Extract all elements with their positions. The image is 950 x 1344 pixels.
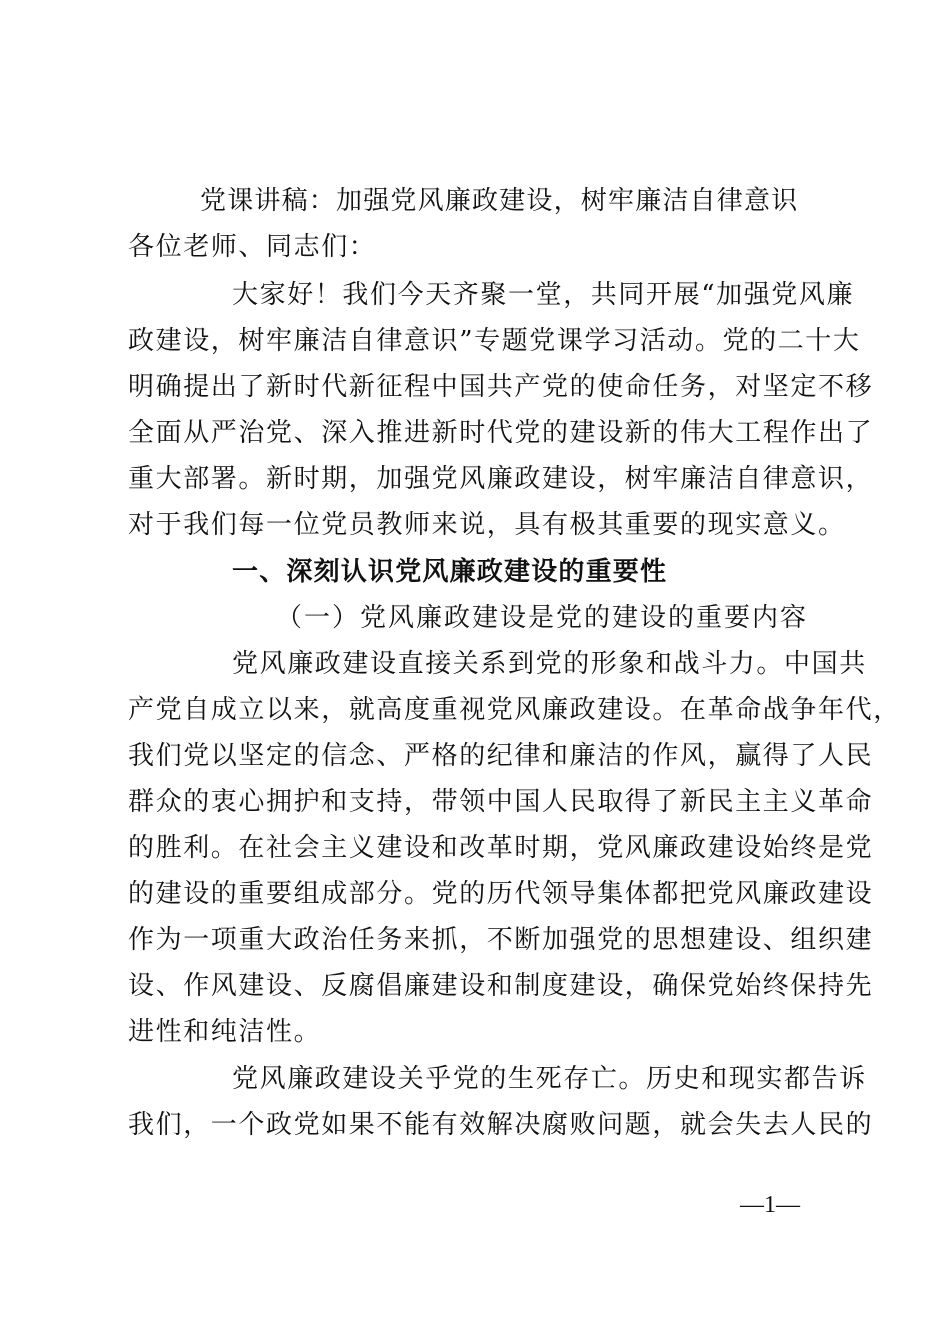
intro-line: 重大部署。新时期，加强党风廉政建设，树牢廉洁自律意识， bbox=[128, 464, 874, 494]
intro-line: 大家好！我们今天齐聚一堂，共同开展“加强党风廉 bbox=[232, 280, 855, 310]
section-heading: 一、深刻认识党风廉政建设的重要性 bbox=[232, 557, 668, 587]
paragraph-line: 进性和纯洁性。 bbox=[128, 1017, 322, 1047]
intro-line: 政建设，树牢廉洁自律意识”专题党课学习活动。党的二十大 bbox=[128, 326, 861, 356]
paragraph-line: 我们，一个政党如果不能有效解决腐败问题，就会失去人民的 bbox=[128, 1110, 874, 1140]
salutation: 各位老师、同志们： bbox=[128, 232, 377, 262]
paragraph-line: 党风廉政建设直接关系到党的形象和战斗力。中国共 bbox=[232, 649, 867, 679]
intro-line: 对于我们每一位党员教师来说，具有极其重要的现实意义。 bbox=[128, 510, 846, 540]
intro-line: 全面从严治党、深入推进新时代党的建设新的伟大工程作出了 bbox=[128, 418, 874, 448]
page-number: —1— bbox=[740, 1192, 800, 1218]
subsection-heading: （一）党风廉政建设是党的建设的重要内容 bbox=[276, 603, 809, 633]
paragraph-line: 的胜利。在社会主义建设和改革时期，党风廉政建设始终是党 bbox=[128, 833, 874, 863]
paragraph-line: 群众的衷心拥护和支持，带领中国人民取得了新民主主义革命 bbox=[128, 787, 874, 817]
document-title: 党课讲稿：加强党风廉政建设，树牢廉洁自律意识 bbox=[200, 186, 799, 216]
paragraph-line: 的建设的重要组成部分。党的历代领导集体都把党风廉政建设 bbox=[128, 879, 874, 909]
intro-line: 明确提出了新时代新征程中国共产党的使命任务，对坚定不移 bbox=[128, 372, 874, 402]
paragraph-line: 党风廉政建设关乎党的生死存亡。历史和现实都告诉 bbox=[232, 1064, 867, 1094]
paragraph-line: 我们党以坚定的信念、严格的纪律和廉洁的作风，赢得了人民 bbox=[128, 741, 874, 771]
paragraph-line: 产党自成立以来，就高度重视党风廉政建设。在革命战争年代， bbox=[128, 695, 901, 725]
paragraph-line: 设、作风建设、反腐倡廉建设和制度建设，确保党始终保持先 bbox=[128, 971, 874, 1001]
paragraph-line: 作为一项重大政治任务来抓，不断加强党的思想建设、组织建 bbox=[128, 925, 874, 955]
